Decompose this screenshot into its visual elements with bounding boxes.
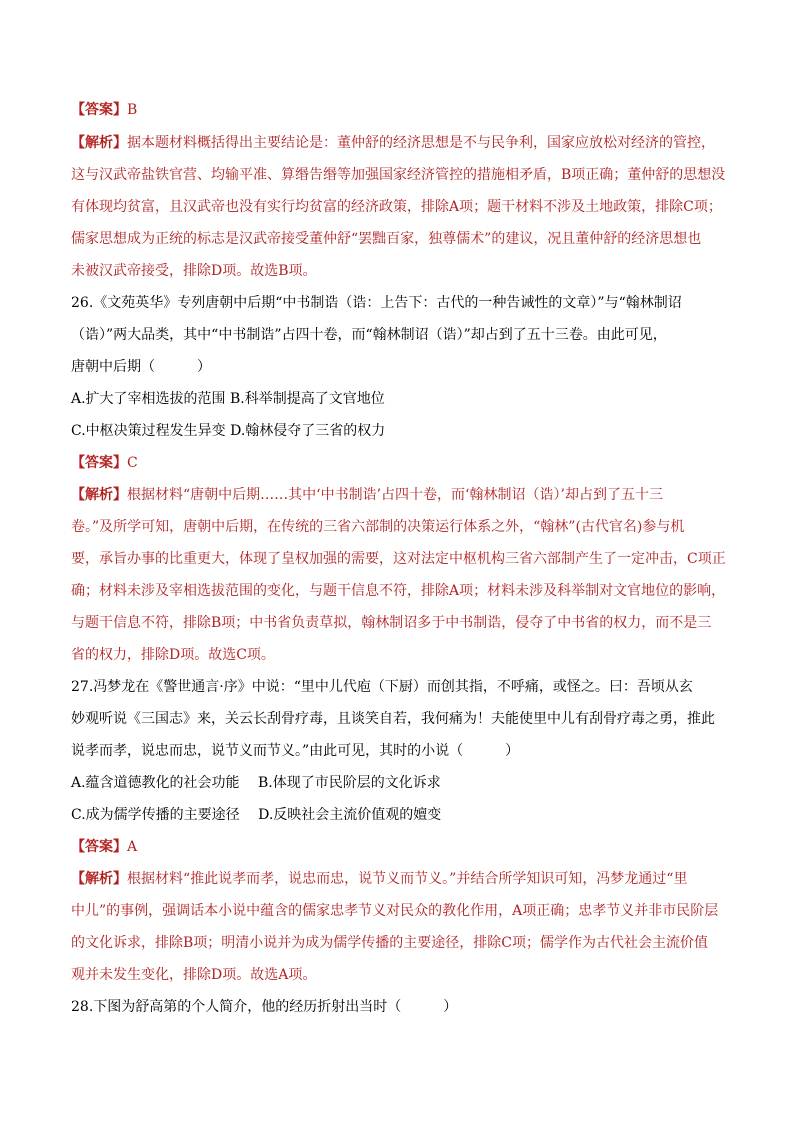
question-26-line: （诰）”两大品类，其中“中书制诰”占四十卷，而“翰林制诏（诰）”却占到了五十三卷。由此可见， [71,327,667,343]
question-28-line: 28.下图为舒高第的个人简介，他的经历折射出当时（ ） [71,999,458,1015]
question-26-line: 唐朝中后期（ ） [71,359,211,375]
answer-line [71,453,138,473]
question-26-option: A.扩大了宰相选拔的范围 B.科举制提高了文官地位 [71,391,385,407]
answer-tag: 【答案】 [71,102,127,118]
question-26-option: C.中枢决策过程发生异变 D.翰林侵夺了三省的权力 [71,423,386,439]
analysis-line: 有体现均贫富，且汉武帝也没有实行均贫富的经济政策，排除A项；题干材料不涉及土地政策，排除C项； [71,199,722,215]
question-27-line: 说孝而孝，说忠而忠，说节义而节义。”由此可见，其时的小说（ ） [71,743,520,759]
analysis-line [71,133,715,153]
analysis-line [71,869,687,889]
answer-value: C [127,455,138,471]
analysis-line: 的文化诉求，排除B项；明清小说并为成为儒学传播的主要途径，排除C项；儒学作为古代社会主流价值 [71,935,708,951]
analysis-text: 根据材料“唐朝中后期……其中‘中书制诰’占四十卷，而‘翰林制诏（诰）’却占到了五十三 [127,487,663,503]
analysis-line: 省的权力，排除D项。故选C项。 [71,647,275,663]
analysis-line: 儒家思想成为正统的标志是汉武帝接受董仲舒“罢黜百家，独尊儒术”的建议，况且董仲舒的经济思想也 [71,231,702,247]
analysis-tag: 【解析】 [71,487,127,503]
question-26-line: 26.《文苑英华》专列唐朝中后期“中书制诰（诰：上告下：古代的一种告诫性的文章）”与“翰林制诏 [71,295,682,311]
answer-line [71,837,137,857]
analysis-line: 这与汉武帝盐铁官营、均输平准、算缗告缗等加强国家经济管控的措施相矛盾，B项正确；董仲舒的思想没 [71,167,726,183]
answer-value: B [127,102,138,118]
question-27-option: C.成为儒学传播的主要途径 D.反映社会主流价值观的嬗变 [71,807,442,823]
answer-tag: 【答案】 [71,455,127,471]
analysis-line: 观并未发生变化，排除D项。故选A项。 [71,967,317,983]
question-27-line: 妙观听说《三国志》来，关云长刮骨疗毒，且谈笑自若，我何痛为！夫能使里中儿有刮骨疗毒之勇，推此 [71,711,715,727]
answer-line [71,100,137,120]
analysis-text: 据本题材料概括得出主要结论是：董仲舒的经济思想是不与民争利，国家应放松对经济的管控， [127,135,715,151]
analysis-tag: 【解析】 [71,135,127,151]
analysis-line: 与题干信息不符，排除B项；中书省负责草拟，翰林制诏多于中书制诰，侵夺了中书省的权力，而不是三 [71,615,712,631]
analysis-line: 中儿”的事例，强调话本小说中蕴含的儒家忠孝节义对民众的教化作用，A项正确；忠孝节义并非市民阶层 [71,903,719,919]
analysis-line: 未被汉武帝接受，排除D项。故选B项。 [71,263,317,279]
analysis-tag: 【解析】 [71,871,127,887]
analysis-text: 根据材料“推此说孝而孝，说忠而忠，说节义而节义。”并结合所学知识可知，冯梦龙通过“里 [127,871,688,887]
answer-tag: 【答案】 [71,839,127,855]
analysis-line: 要，承旨办事的比重更大，体现了皇权加强的需要，这对法定中枢机构三省六部制产生了一定冲击，C项正 [71,551,726,567]
analysis-line [71,485,663,505]
analysis-line: 确；材料未涉及宰相选拔范围的变化，与题干信息不符，排除A项；材料未涉及科举制对文官地位的影响， [71,583,726,599]
analysis-line: 卷。”及所学可知，唐朝中后期，在传统的三省六部制的决策运行体系之外，“翰林”(古代官名)参与机 [71,519,685,535]
answer-value: A [127,839,138,855]
question-27-line: 27.冯梦龙在《警世通言·序》中说：“里中儿代庖（下厨）而创其指，不呼痛，或怪之。曰：吾顷从玄 [71,679,693,695]
question-27-option: A.蕴含道德教化的社会功能 B.体现了市民阶层的文化诉求 [71,775,441,791]
